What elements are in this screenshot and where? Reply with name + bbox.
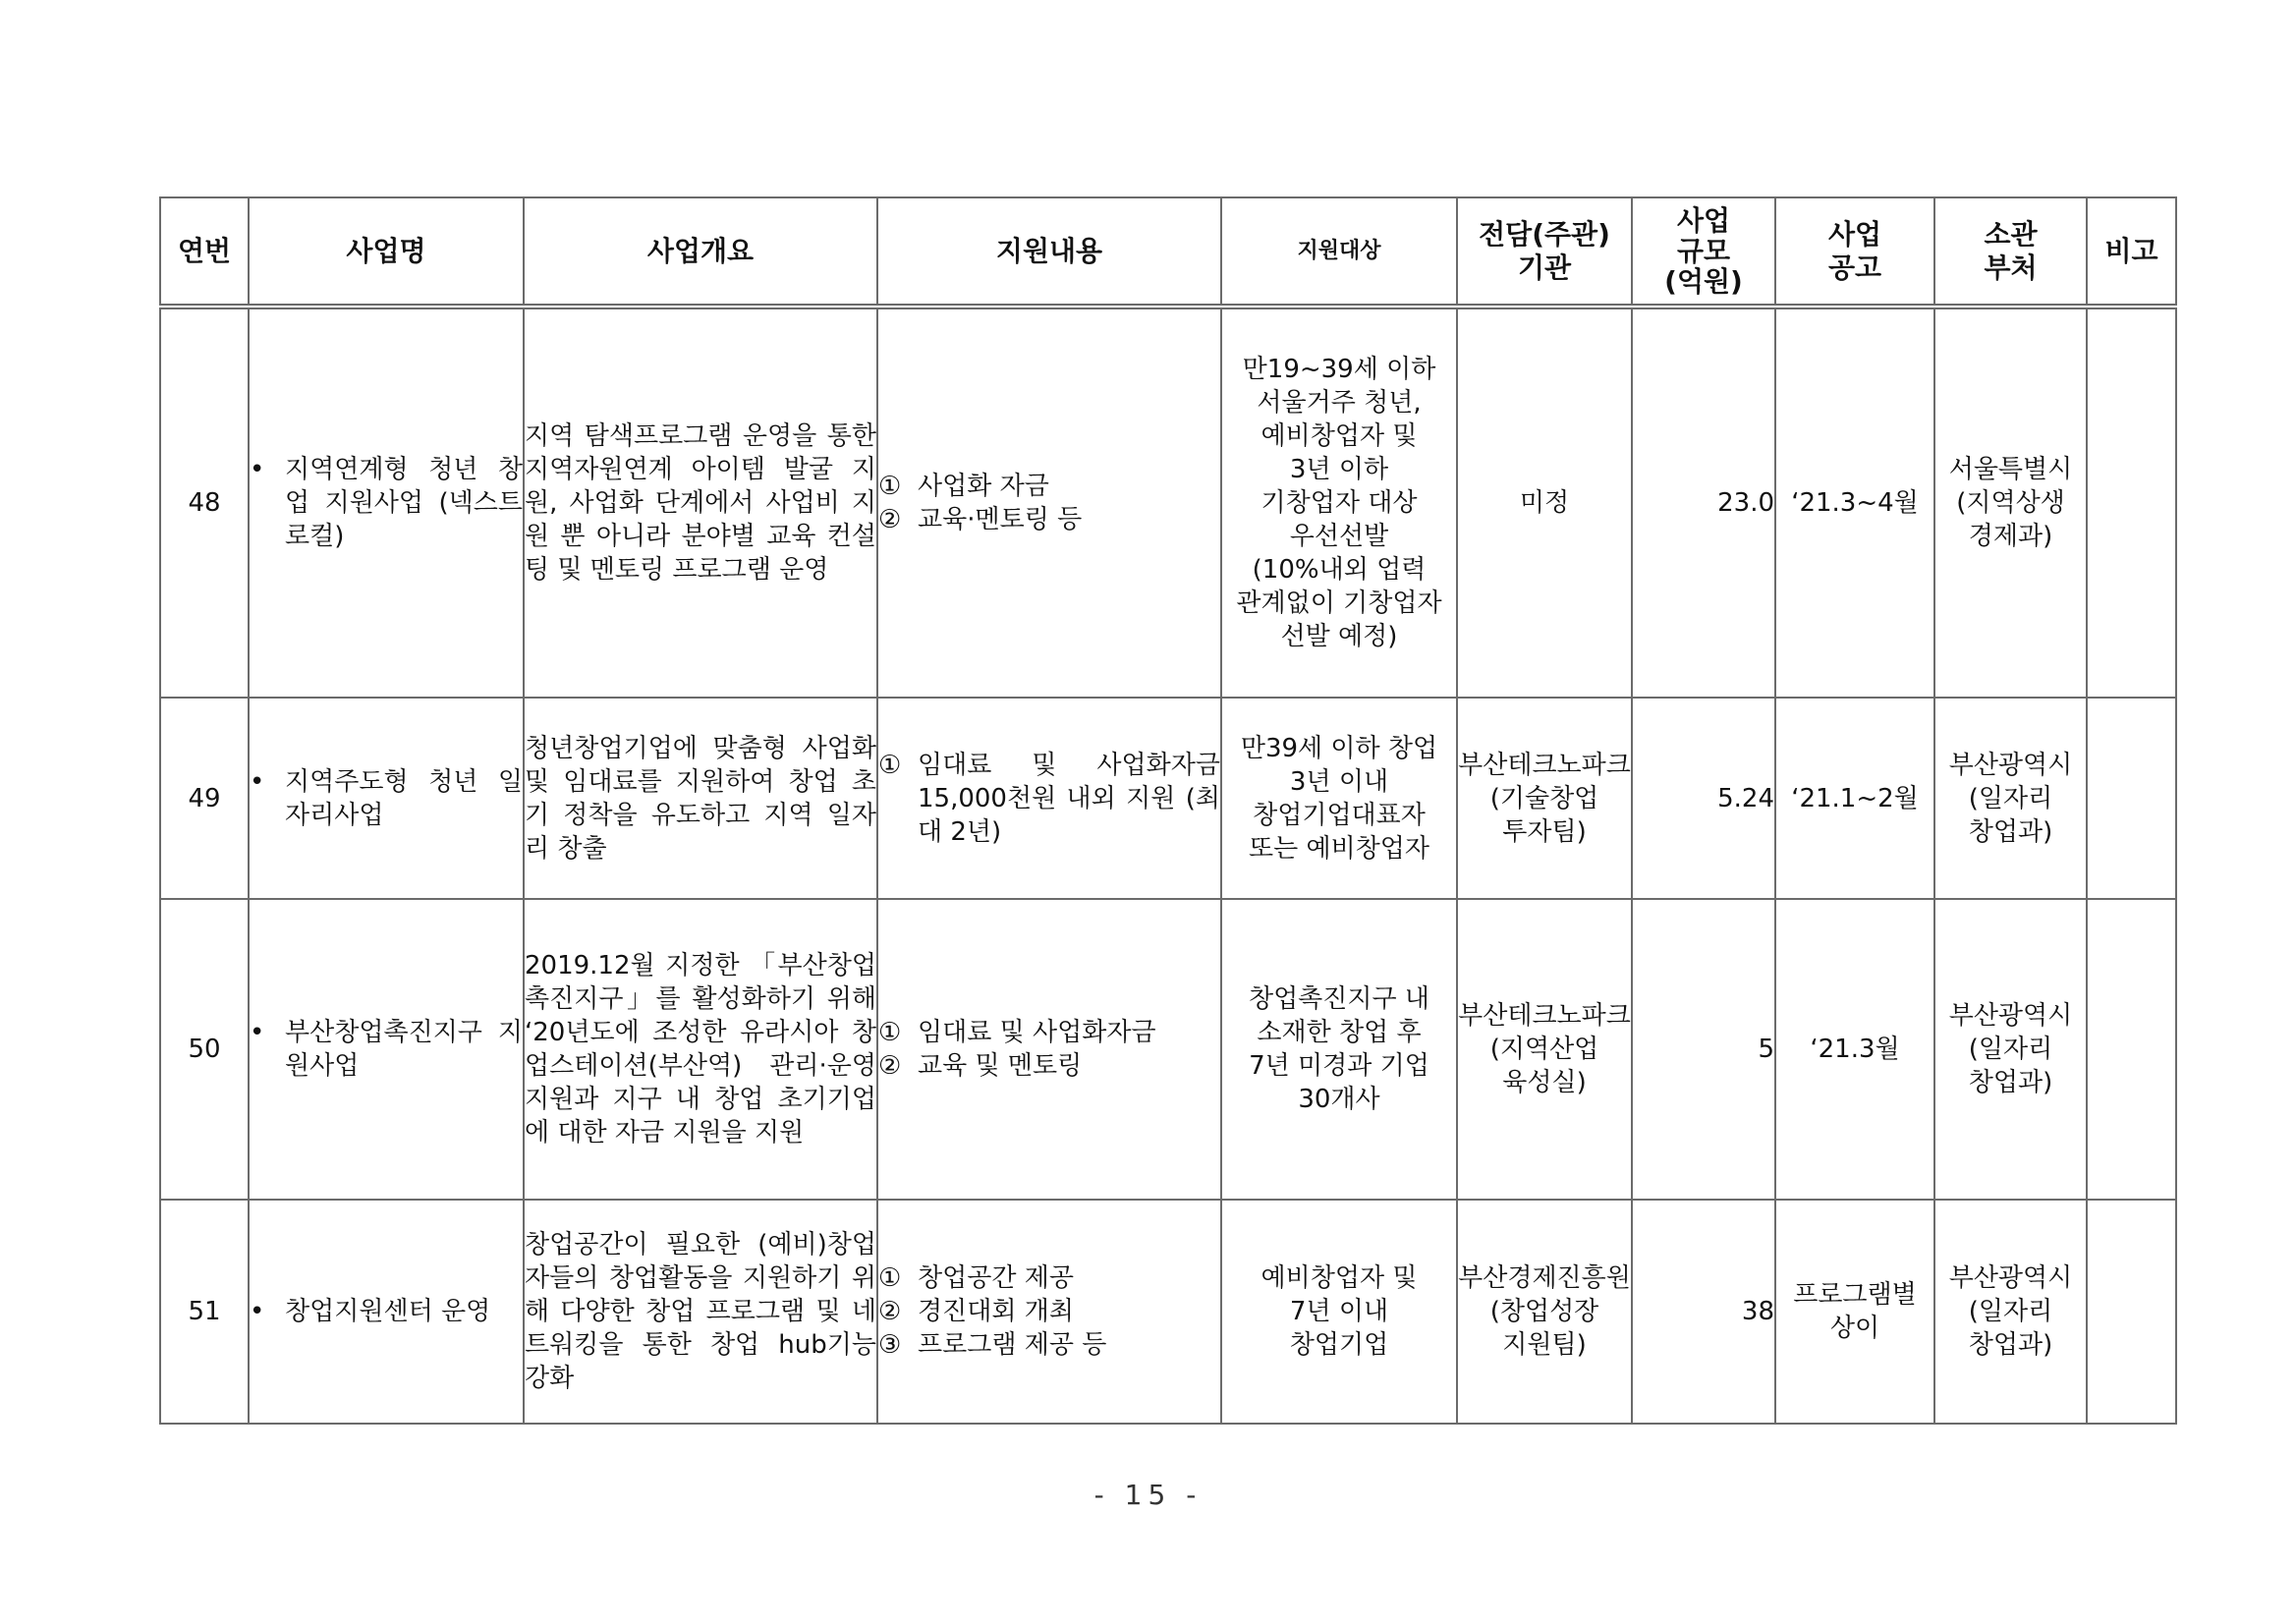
agency-line: (기술창업	[1489, 783, 1599, 813]
header-scale-line: (억원)	[1664, 265, 1743, 298]
table-row	[160, 307, 2176, 698]
agency-line: 육성실)	[1502, 1068, 1587, 1097]
table-row	[160, 899, 2176, 1200]
row-notice-cell	[1775, 899, 1934, 1200]
target-line: 관계없이 기창업자	[1236, 588, 1442, 618]
row-name: 창업지원센터 운영	[285, 1297, 491, 1326]
target-line: 창업촉진지구 내	[1248, 984, 1430, 1014]
support-text: 교육 및 멘토링	[918, 1051, 1083, 1081]
row-scale: 38	[1632, 1200, 1775, 1424]
target-line: 창업기업대표자	[1253, 800, 1426, 830]
row-no: 50	[160, 899, 249, 1200]
row-remark	[2087, 698, 2176, 899]
circled-number-icon: ②	[878, 505, 902, 534]
header-name: 사업명	[249, 197, 524, 307]
notice-line: 상이	[1829, 1314, 1880, 1343]
support-item	[878, 503, 1220, 536]
row-no: 51	[160, 1200, 249, 1424]
dept-line: 서울특별시	[1948, 455, 2073, 484]
agency-line: 지원팀)	[1502, 1330, 1587, 1360]
target-line: 우선선발	[1289, 522, 1389, 551]
row-agency-cell	[1457, 698, 1632, 899]
row-name: 부산창업촉진지구 지원사업	[285, 1018, 523, 1081]
support-text: 임대료 및 사업화자금 15,000천원 내외 지원 (최대 2년)	[918, 750, 1220, 847]
dept-line: 부산광역시	[1948, 1263, 2073, 1293]
header-remark: 비고	[2087, 197, 2176, 307]
row-summary: 청년창업기업에 맞춤형 사업화 및 임대료를 지원하여 창업 초기 정착을 유도하고 지역 일자리 창출	[524, 698, 877, 899]
row-agency-cell	[1457, 307, 1632, 698]
target-line: 또는 예비창업자	[1248, 833, 1430, 864]
dept-line: (일자리	[1968, 1035, 2053, 1064]
support-item	[878, 1328, 1220, 1362]
bullet-icon: •	[250, 1297, 265, 1326]
circled-number-icon: ②	[878, 1051, 902, 1081]
row-name: 지역주도형 청년 일자리사업	[285, 766, 523, 830]
target-line: 만19~39세 이하	[1242, 355, 1436, 384]
row-summary: 2019.12월 지정한 「부산창업촉진지구」를 활성화하기 위해 ‘20년도에 조성한 유라시아 창업스테이션(부산역) 관리·운영 지원과 지구 내 창업 초기기업에 대한 자금 지원을 지원	[524, 899, 877, 1200]
row-summary: 창업공간이 필요한 (예비)창업자들의 창업활동을 지원하기 위해 다양한 창업 프로그램 및 네트워킹을 통한 창업 hub기능 강화	[524, 1200, 877, 1424]
support-text: 창업공간 제공	[918, 1263, 1074, 1293]
header-notice-line: 공고	[1827, 251, 1882, 284]
agency-line: 부산경제진흥원	[1458, 1263, 1631, 1293]
row-no: 49	[160, 698, 249, 899]
header-agency-line: 전담(주관)	[1479, 217, 1610, 251]
target-line: 3년 이하	[1289, 455, 1389, 484]
dept-line: 창업과)	[1968, 816, 2053, 847]
target-line: 기창업자 대상	[1260, 488, 1418, 518]
header-target: 지원대상	[1221, 197, 1457, 307]
target-line: 창업기업	[1289, 1330, 1389, 1360]
header-scale-line: 사업	[1676, 204, 1731, 237]
support-item	[878, 1261, 1220, 1295]
target-line: 서울거주 청년,	[1257, 388, 1422, 418]
header-dept	[1934, 197, 2087, 307]
target-line: 3년 이내	[1289, 766, 1389, 797]
bullet-icon: •	[250, 766, 265, 797]
header-row	[160, 197, 2176, 307]
header-notice	[1775, 197, 1934, 307]
row-target-cell	[1221, 899, 1457, 1200]
row-target-cell	[1221, 1200, 1457, 1424]
header-agency	[1457, 197, 1632, 307]
row-remark	[2087, 1200, 2176, 1424]
target-line: 예비창업자 및	[1260, 1263, 1418, 1293]
circled-number-icon: ①	[878, 750, 902, 780]
row-remark	[2087, 307, 2176, 698]
target-line: 7년 미경과 기업	[1249, 1051, 1429, 1081]
support-item	[878, 1295, 1220, 1328]
row-dept-cell	[1934, 307, 2087, 698]
circled-number-icon: ③	[878, 1330, 902, 1360]
header-scale	[1632, 197, 1775, 307]
row-dept-cell	[1934, 698, 2087, 899]
row-name-cell	[249, 307, 524, 698]
table-row	[160, 1200, 2176, 1424]
dept-line: (지역상생	[1956, 488, 2065, 518]
support-text: 프로그램 제공 등	[918, 1330, 1107, 1360]
dept-line: 창업과)	[1968, 1330, 2053, 1360]
row-dept-cell	[1934, 1200, 2087, 1424]
notice-line: ‘21.3~4월	[1791, 488, 1919, 518]
support-text: 교육·멘토링 등	[918, 505, 1083, 534]
bullet-icon: •	[250, 1018, 265, 1047]
dept-line: (일자리	[1968, 783, 2053, 813]
circled-number-icon: ①	[878, 1263, 902, 1293]
row-support-cell	[877, 698, 1221, 899]
support-text: 경진대회 개최	[918, 1297, 1074, 1326]
support-text: 임대료 및 사업화자금	[918, 1018, 1156, 1047]
bullet-icon: •	[250, 455, 265, 484]
agency-line: 부산테크노파크	[1458, 1001, 1631, 1031]
row-scale: 5.24	[1632, 698, 1775, 899]
target-line: 7년 이내	[1289, 1297, 1389, 1326]
page-number: - 15 -	[1093, 1479, 1203, 1511]
row-no: 48	[160, 307, 249, 698]
row-scale: 5	[1632, 899, 1775, 1200]
row-support-cell	[877, 1200, 1221, 1424]
row-name: 지역연계형 청년 창업 지원사업 (넥스트로컬)	[285, 455, 523, 551]
target-line: (10%내외 업력	[1252, 555, 1427, 585]
row-target-cell	[1221, 698, 1457, 899]
target-line: 예비창업자 및	[1260, 421, 1418, 451]
header-scale-line: 규모	[1676, 235, 1731, 267]
agency-line: (창업성장	[1489, 1297, 1599, 1326]
row-name-cell	[249, 1200, 524, 1424]
row-scale: 23.0	[1632, 307, 1775, 698]
header-notice-line: 사업	[1827, 217, 1882, 251]
dept-line: (일자리	[1968, 1297, 2053, 1326]
agency-line: 부산테크노파크	[1458, 750, 1631, 780]
target-line: 선발 예정)	[1280, 622, 1398, 651]
row-support-cell	[877, 307, 1221, 698]
header-agency-line: 기관	[1517, 251, 1572, 284]
row-support-cell	[877, 899, 1221, 1200]
row-notice-cell	[1775, 307, 1934, 698]
agency-line: 미정	[1519, 488, 1570, 518]
row-dept-cell	[1934, 899, 2087, 1200]
support-item	[878, 749, 1220, 849]
target-line: 만39세 이하 창업	[1240, 733, 1438, 763]
dept-line: 부산광역시	[1948, 750, 2073, 780]
notice-line: 프로그램별	[1793, 1280, 1917, 1310]
table-row	[160, 698, 2176, 899]
dept-line: 경제과)	[1968, 522, 2053, 551]
notice-line: ‘21.3월	[1810, 1035, 1900, 1064]
target-line: 30개사	[1298, 1085, 1380, 1114]
row-notice-cell	[1775, 698, 1934, 899]
row-agency-cell	[1457, 1200, 1632, 1424]
support-text: 사업화 자금	[918, 472, 1049, 501]
header-no: 연번	[160, 197, 249, 307]
row-notice-cell	[1775, 1200, 1934, 1424]
row-remark	[2087, 899, 2176, 1200]
target-line: 소재한 창업 후	[1257, 1018, 1422, 1047]
support-item	[878, 470, 1220, 503]
row-name-cell	[249, 698, 524, 899]
row-target-cell	[1221, 307, 1457, 698]
support-item	[878, 1016, 1220, 1049]
business-table	[159, 196, 2177, 1425]
dept-line: 창업과)	[1968, 1068, 2053, 1097]
agency-line: (지역산업	[1489, 1035, 1599, 1064]
circled-number-icon: ①	[878, 1018, 902, 1047]
header-summary: 사업개요	[524, 197, 877, 307]
row-summary: 지역 탐색프로그램 운영을 통한 지역자원연계 아이템 발굴 지원, 사업화 단계에서 사업비 지원 뿐 아니라 분야별 교육 컨설팅 및 멘토링 프로그램 운영	[524, 307, 877, 698]
circled-number-icon: ②	[878, 1297, 902, 1326]
header-dept-line: 부처	[1984, 251, 2038, 284]
row-name-cell	[249, 899, 524, 1200]
header-dept-line: 소관	[1984, 217, 2038, 251]
header-support: 지원내용	[877, 197, 1221, 307]
row-agency-cell	[1457, 899, 1632, 1200]
dept-line: 부산광역시	[1948, 1001, 2073, 1031]
support-item	[878, 1049, 1220, 1083]
notice-line: ‘21.1~2월	[1791, 783, 1919, 813]
agency-line: 투자팀)	[1502, 816, 1587, 847]
circled-number-icon: ①	[878, 472, 902, 501]
